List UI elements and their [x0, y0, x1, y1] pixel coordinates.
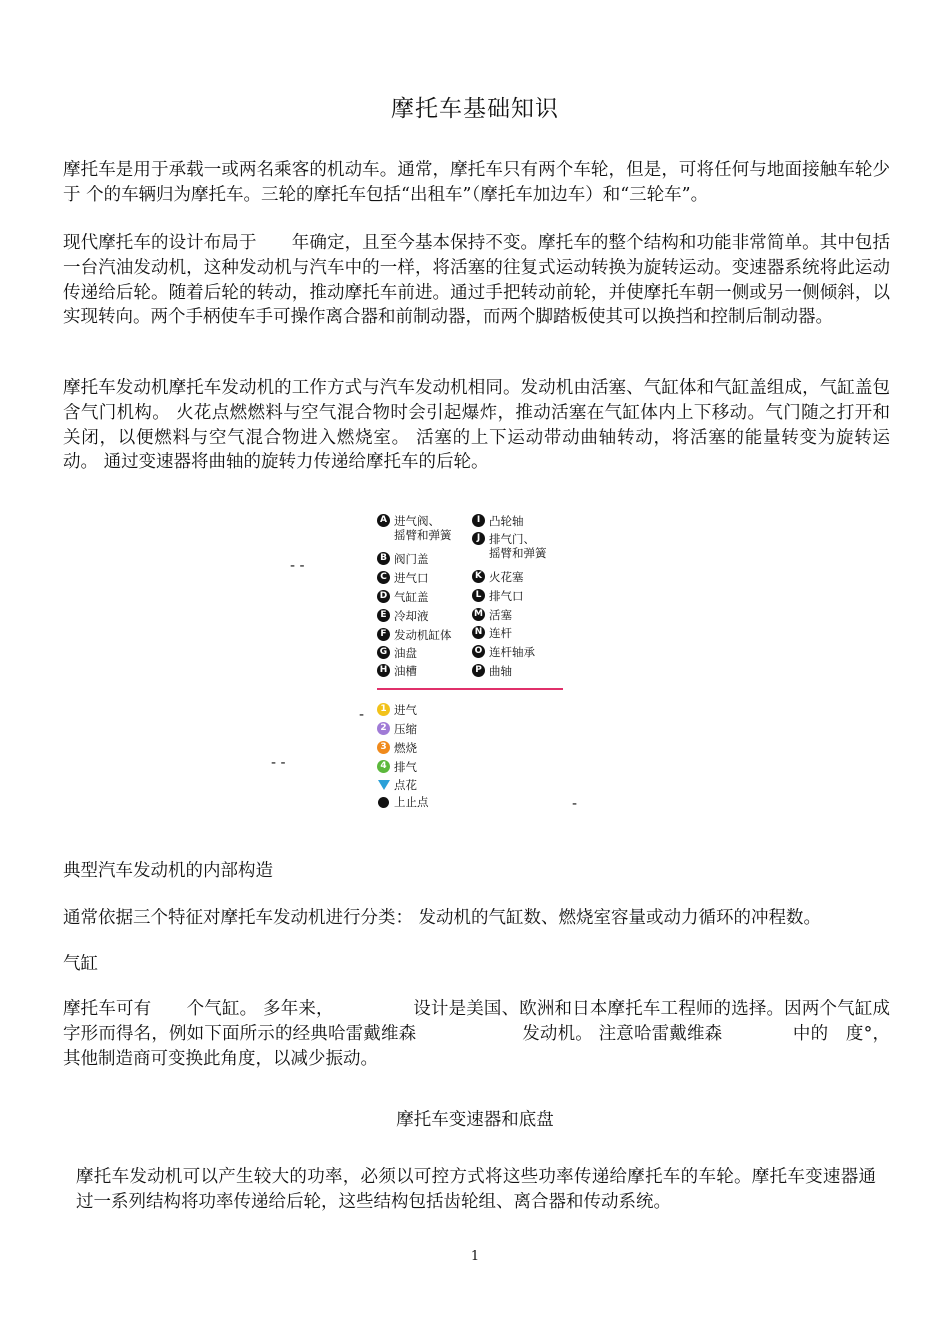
legend-divider [377, 688, 563, 690]
engine-paragraph: 摩托车发动机摩托车发动机的工作方式与汽车发动机相同。发动机由活塞、气缸体和气缸盖组成，气缸盖包含气门机构。 火花点燃燃料与空气混合物时会引起爆炸，推动活塞在气缸体内上下移动。气门随之打开和关闭，以便燃料与空气混合物进入燃烧室。 活塞的上下运动带动曲轴转动，将活塞的能量转变为旋转运动。 通过变速器将曲轴的旋转力传递给摩托车的后轮。 [63, 378, 890, 473]
document-title: 摩托车基础知识 [391, 96, 559, 122]
legend-badge-icon: L [472, 589, 485, 602]
legend-label: 油盘 [394, 646, 417, 660]
legend-label: 发动机缸体 [394, 628, 452, 642]
legend-item-a [377, 514, 452, 542]
legend-label: 压缩 [394, 722, 417, 736]
legend-badge-icon: J [472, 532, 485, 545]
legend-label: 冷却液 [394, 609, 429, 623]
legend-badge-icon: E [377, 609, 390, 622]
legend-item-g [377, 646, 417, 660]
legend-label: 点花 [394, 778, 417, 792]
stray-mark: - - [271, 755, 286, 771]
legend-badge-icon: 3 [377, 741, 390, 754]
legend-label: 上止点 [394, 795, 429, 809]
legend-item-h [377, 664, 417, 678]
legend-badge-icon: 2 [377, 722, 390, 735]
section-heading-cylinder: 气缸 [63, 954, 98, 974]
legend-item-tdc [377, 795, 429, 809]
legend-badge-icon: C [377, 571, 390, 584]
classification-paragraph: 通常依据三个特征对摩托车发动机进行分类： 发动机的气缸数、燃烧室容量或动力循环的冲程数。 [63, 908, 822, 928]
legend-label: 气缸盖 [394, 590, 429, 604]
legend-item-d [377, 590, 429, 604]
legend-badge-icon: P [472, 664, 485, 677]
intro-paragraph: 摩托车是用于承载一或两名乘客的机动车。通常，摩托车只有两个车轮，但是，可将任何与地面接触车轮少于 个的车辆归为摩托车。三轮的摩托车包括“出租车”（摩托车加边车）和“三轮车”。 [63, 160, 890, 205]
legend-badge-icon: H [377, 664, 390, 677]
legend-badge-icon: O [472, 645, 485, 658]
legend-item-k [472, 570, 524, 584]
design-paragraph: 现代摩托车的设计布局于 年确定，且至今基本保持不变。摩托车的整个结构和功能非常简单。其中包括一台汽油发动机，这种发动机与汽车中的一样，将活塞的往复式运动转换为旋转运动。变速器系统将此运动传递给后轮。随着后轮的转动，推动摩托车前进。通过手把转动前轮，并使摩托车朝一侧或另一侧倾斜，以实现转向。两个手柄使车手可操作离合器和前制动器，而两个脚踏板使其可以换挡和控制后制动器。 [63, 233, 890, 328]
legend-item-f [377, 628, 452, 642]
legend-item-i [472, 514, 524, 528]
legend-item-e [377, 609, 429, 623]
stroke-item-2 [377, 722, 417, 736]
transmission-paragraph: 摩托车发动机可以产生较大的功率，必须以可控方式将这些功率传递给摩托车的车轮。摩托车变速器通过一系列结构将功率传递给后轮，这些结构包括齿轮组、离合器和传动系统。 [76, 1167, 876, 1212]
legend-badge-icon: N [472, 626, 485, 639]
stray-mark: - [359, 707, 365, 723]
legend-label: 燃烧 [394, 741, 417, 755]
legend-badge-icon: A [377, 514, 390, 527]
legend-item-n [472, 626, 512, 640]
legend-badge-icon: B [377, 552, 390, 565]
stray-mark: - [572, 796, 578, 812]
legend-badge-icon: I [472, 514, 485, 527]
legend-label: 进气阀、 摇臂和弹簧 [394, 514, 452, 542]
stroke-item-3 [377, 741, 417, 755]
section-title: 摩托车变速器和底盘 [396, 1110, 554, 1130]
legend-badge-icon: K [472, 570, 485, 583]
legend-item-j [472, 532, 547, 560]
legend-badge-icon: 4 [377, 760, 390, 773]
legend-badge-icon: 1 [377, 703, 390, 716]
stroke-item-4 [377, 760, 417, 774]
spark-triangle-icon [378, 780, 390, 790]
legend-item-p [472, 664, 512, 678]
figure-caption: 典型汽车发动机的内部构造 [63, 861, 273, 881]
legend-label: 曲轴 [489, 664, 512, 678]
legend-label: 油槽 [394, 664, 417, 678]
legend-item-spark [377, 778, 417, 792]
legend-badge-icon: D [377, 590, 390, 603]
legend-label: 连杆轴承 [489, 645, 535, 659]
legend-label: 活塞 [489, 608, 512, 622]
engine-legend [377, 512, 567, 812]
dot-icon [378, 797, 389, 808]
cylinder-paragraph: 摩托车可有 个气缸。 多年来， 设计是美国、欧洲和日本摩托车工程师的选择。因两个气缸成 字形而得名，例如下面所示的经典哈雷戴维森 发动机。 注意哈雷戴维森 中的 度°，其他制造商可变换此角度，以减少振动。 [63, 999, 925, 1069]
legend-item-o [472, 645, 535, 659]
legend-label: 进气 [394, 703, 417, 717]
legend-label: 排气 [394, 760, 417, 774]
legend-label: 排气门、 摇臂和弹簧 [489, 532, 547, 560]
legend-label: 排气口 [489, 589, 524, 603]
legend-label: 火花塞 [489, 570, 524, 584]
legend-label: 连杆 [489, 626, 512, 640]
legend-item-m [472, 608, 512, 622]
stray-mark: - - [290, 558, 305, 574]
legend-item-l [472, 589, 524, 603]
legend-badge-icon: F [377, 628, 390, 641]
legend-badge-icon: M [472, 608, 485, 621]
legend-item-b [377, 552, 429, 566]
legend-badge-icon: G [377, 646, 390, 659]
stroke-item-1 [377, 703, 417, 717]
page-number: 1 [470, 1249, 480, 1264]
legend-label: 进气口 [394, 571, 429, 585]
legend-label: 阀门盖 [394, 552, 429, 566]
legend-item-c [377, 571, 429, 585]
legend-label: 凸轮轴 [489, 514, 524, 528]
